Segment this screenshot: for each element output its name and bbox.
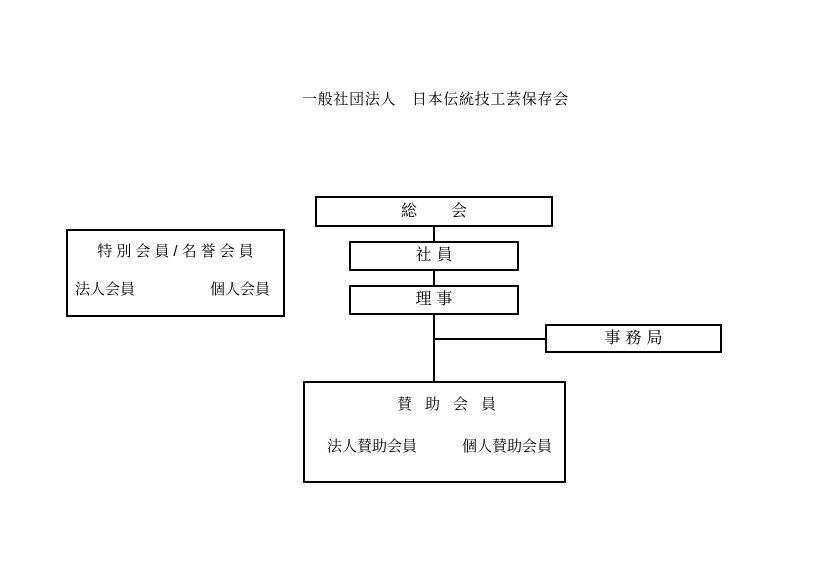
page-title: 一般社団法人 日本伝統技工芸保存会 — [302, 91, 569, 108]
connector-members-to-directors — [433, 270, 435, 286]
connector-assembly-to-members — [433, 226, 435, 242]
special-members-subtypes — [68, 280, 283, 300]
supporting-members-subtypes — [305, 437, 564, 457]
node-secretariat-label: 事務局 — [604, 329, 668, 347]
node-members-label: 社員 — [415, 247, 458, 264]
node-secretariat — [545, 324, 722, 353]
node-directors-label: 理事 — [415, 291, 458, 308]
node-supporting-members — [303, 381, 566, 483]
node-special-members — [66, 229, 285, 317]
node-special-members-heading: 特別会員/名誉会員 — [97, 243, 258, 260]
node-members — [349, 241, 519, 271]
node-directors — [349, 285, 519, 315]
node-general-assembly-label: 総 会 — [400, 202, 476, 220]
supporting-members-individual-label: 個人賛助会員 — [461, 438, 552, 455]
supporting-members-corporate-label: 法人賛助会員 — [327, 438, 418, 455]
connector-directors-to-supporting-members — [433, 314, 435, 382]
special-members-corporate-label: 法人会員 — [75, 281, 136, 298]
node-general-assembly — [315, 196, 553, 227]
connector-branch-to-secretariat — [434, 338, 545, 340]
special-members-individual-label: 個人会員 — [209, 281, 270, 298]
node-supporting-members-heading: 賛助会員 — [396, 396, 509, 413]
